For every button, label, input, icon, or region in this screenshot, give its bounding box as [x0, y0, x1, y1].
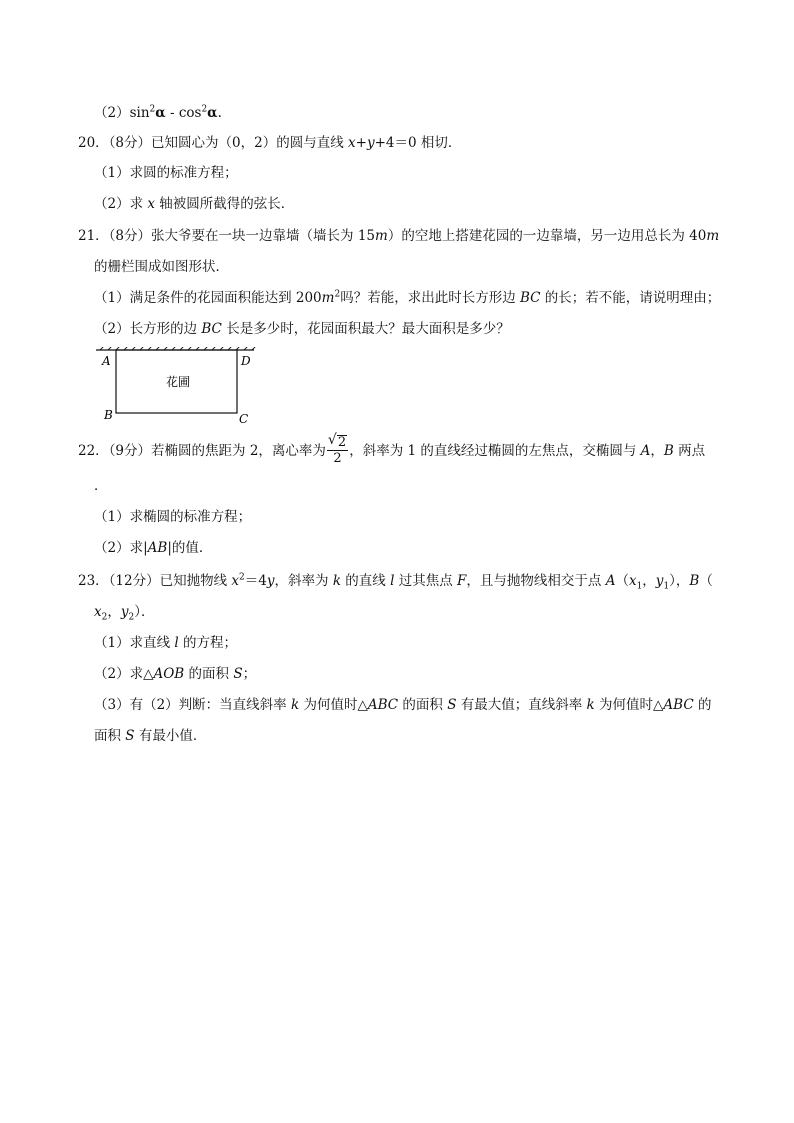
var: y: [120, 604, 129, 620]
var: ABC: [663, 697, 694, 713]
alpha: α: [207, 105, 218, 121]
var: B: [663, 443, 674, 459]
text: 两点: [673, 443, 706, 459]
alpha: α: [155, 105, 166, 121]
unit: m: [375, 228, 388, 244]
text: （2）求: [94, 196, 148, 212]
q23-stem: [78, 571, 713, 591]
text: 为何值时△: [594, 697, 664, 713]
text: （3）有（2）判断：当直线斜率: [94, 697, 291, 713]
garden-diagram: [96, 347, 266, 427]
q21-part1: [94, 288, 720, 308]
score: （8分）: [108, 135, 152, 151]
var: l: [390, 573, 395, 589]
text: ，斜率为 1 的直线经过椭圆的左焦点，交椭圆与: [349, 443, 641, 459]
point-B: B: [104, 408, 113, 422]
text: 的: [693, 697, 712, 713]
var: B: [689, 573, 700, 589]
text: ），: [669, 573, 690, 589]
text: （1）满足条件的花园面积能达到 200: [94, 290, 322, 306]
var: AB: [147, 540, 168, 556]
text: （2）长方形的边: [94, 321, 202, 337]
text: 吗？若能，求出此时长方形边: [340, 290, 520, 306]
q20-stem: [78, 133, 461, 153]
var: l: [174, 635, 179, 651]
text: （: [699, 573, 713, 589]
text: 已知抛物线: [159, 573, 232, 589]
var: y: [266, 573, 275, 589]
text: ）．: [134, 604, 155, 620]
text: 面积: [94, 728, 126, 744]
garden-label: 花圃: [166, 375, 191, 389]
text: ＝4: [244, 573, 267, 589]
text: ，: [650, 443, 664, 459]
part-label: （2）: [94, 105, 130, 121]
text: ；: [242, 666, 257, 682]
exponent: 2: [239, 572, 245, 583]
q23-part3: [94, 695, 711, 715]
var: x: [348, 135, 356, 151]
text: - cos: [165, 105, 202, 121]
text: 的直线: [341, 573, 391, 589]
question-number: 20．: [78, 135, 109, 151]
radicand: 2: [337, 435, 347, 450]
q23-part1: [94, 633, 237, 653]
var: S: [233, 666, 243, 682]
question-number: 23．: [78, 573, 109, 589]
q19-part2: [94, 103, 222, 123]
unit: m: [706, 228, 720, 244]
subscript: 1: [636, 581, 643, 592]
question-number: 21．: [78, 228, 109, 244]
text: ，: [107, 604, 121, 620]
text: （2）求△: [94, 666, 154, 682]
var: BC: [520, 290, 541, 306]
text: 有最大值；直线斜率: [456, 697, 587, 713]
var: ABC: [367, 697, 399, 713]
exponent: 2: [149, 104, 156, 115]
var: y: [366, 135, 375, 151]
var: S: [447, 697, 457, 713]
point-A: A: [102, 354, 111, 368]
q21-stem-cont: 的栅栏围成如图形状．: [94, 259, 229, 275]
point-D: D: [241, 354, 251, 368]
var: A: [640, 443, 651, 459]
text: 长是多少时，花园面积最大？最大面积是多少？: [221, 321, 510, 337]
var: x: [94, 604, 102, 620]
score: （8分）: [108, 228, 152, 244]
text: sin: [129, 105, 150, 121]
var: y: [655, 573, 664, 589]
q20-part1: （1）求圆的标准方程；: [94, 165, 238, 181]
text: （2）求|: [94, 540, 148, 556]
text: .: [217, 105, 222, 121]
text: （: [615, 573, 629, 589]
subscript: 1: [663, 581, 670, 592]
text: 的面积: [184, 666, 234, 682]
text: 为何值时△: [299, 697, 368, 713]
var: x: [231, 573, 240, 589]
var: k: [290, 697, 300, 713]
var: F: [457, 573, 467, 589]
denominator: 2: [333, 451, 342, 466]
fraction-sqrt2-over-2: √ 2 2: [327, 432, 347, 466]
question-number: 22．: [78, 443, 109, 459]
q22-part2: [94, 538, 212, 558]
score: （9分）: [108, 443, 152, 459]
text: 有最小值．: [134, 728, 207, 744]
var: k: [586, 697, 595, 713]
text: +4＝0 相切．: [374, 135, 462, 151]
exponent: 2: [201, 104, 208, 115]
text: ，: [642, 573, 656, 589]
var: x: [628, 573, 637, 589]
exponent: 2: [334, 289, 341, 300]
q21-part2: [94, 319, 510, 339]
point-C: C: [239, 412, 249, 426]
q23-stem-cont: [94, 602, 154, 622]
var: x: [147, 196, 156, 212]
text: 过其焦点: [394, 573, 458, 589]
text: |的值．: [167, 540, 213, 556]
q22-stem-dot: ．: [94, 478, 108, 494]
q21-stem: [78, 226, 719, 246]
text: （1）求直线: [94, 635, 175, 651]
text: 的方程；: [178, 635, 238, 651]
unit: m: [321, 290, 335, 306]
text: +: [355, 135, 367, 151]
text: ）的空地上搭建花园的一边靠墙，另一边用总长为 40: [387, 228, 707, 244]
text: 若椭圆的焦距为 2，离心率为: [151, 443, 326, 459]
q22-stem: [78, 432, 706, 467]
q20-part2: [94, 194, 294, 214]
q22-part1: （1）求椭圆的标准方程；: [94, 509, 252, 525]
text: ，斜率为: [274, 573, 333, 589]
var: k: [332, 573, 341, 589]
subscript: 2: [101, 612, 108, 623]
text: 张大爷要在一块一边靠墙（墙长为 15: [151, 228, 376, 244]
q23-part3-cont: [94, 726, 206, 746]
text: 的长；若不能，请说明理由；: [540, 290, 721, 306]
text: 轴被圆所截得的弦长．: [155, 196, 295, 212]
text: 已知圆心为（0，2）的圆与直线: [151, 135, 349, 151]
q23-part2: [94, 664, 256, 684]
var: S: [125, 728, 135, 744]
text: 的面积: [398, 697, 448, 713]
subscript: 2: [128, 612, 135, 623]
text: ，且与抛物线相交于点: [466, 573, 606, 589]
var: A: [605, 573, 616, 589]
score: （12分）: [108, 573, 160, 589]
var: AOB: [153, 666, 185, 682]
var: BC: [201, 321, 222, 337]
